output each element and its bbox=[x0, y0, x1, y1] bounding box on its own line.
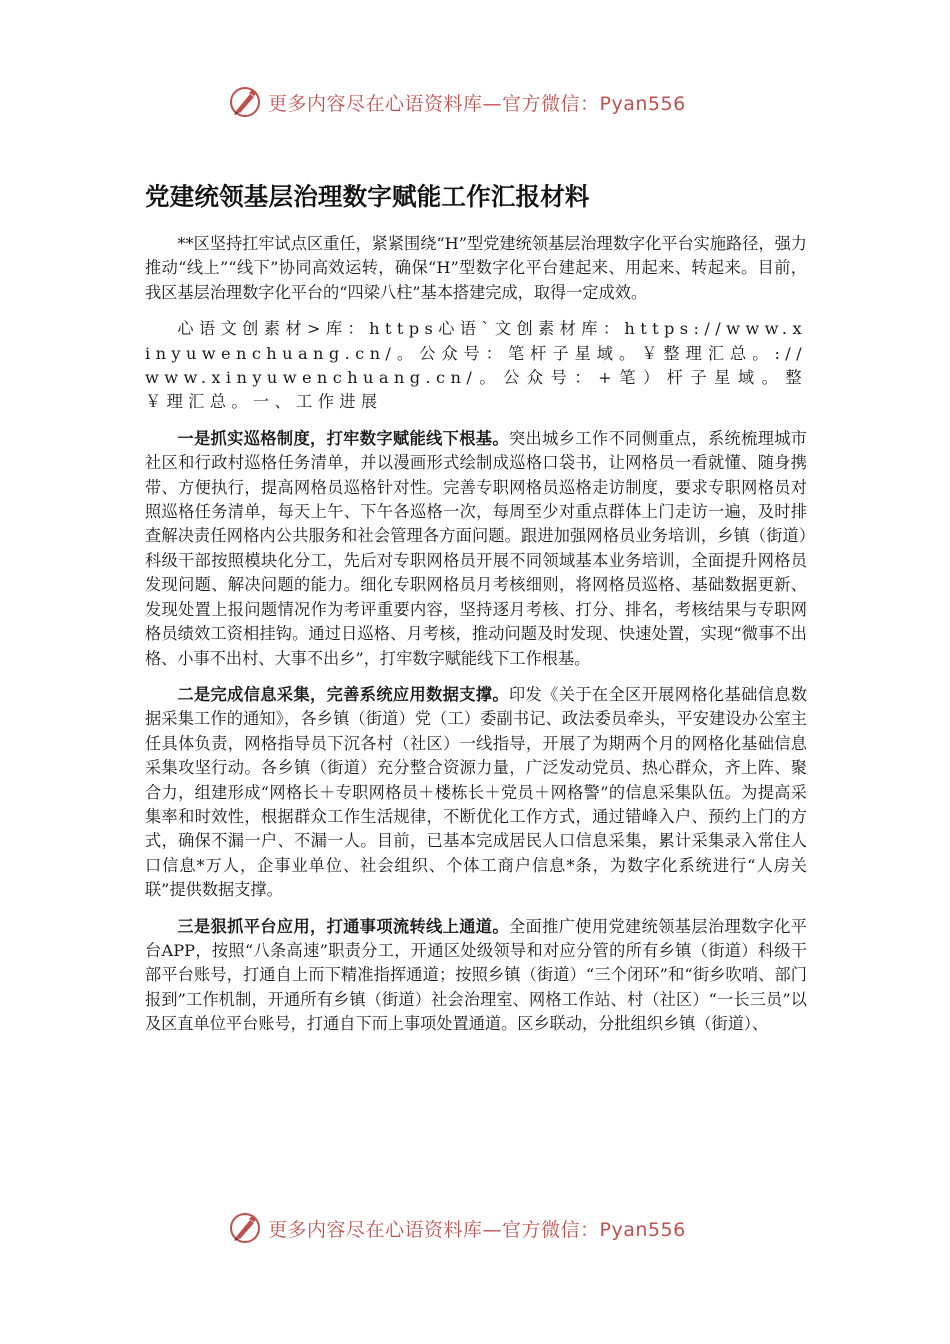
footer-brand bbox=[228, 1210, 748, 1246]
section-text-3: 全面推广使用党建统领基层治理数字化平台APP，按照“八条高速”职责分工，开通区处级领导和对应分管的所有乡镇（街道）科级干部平台账号，打通自上而下精准指挥通道；按照乡镇（街道）“三个闭环”和“街乡吹哨、部门报到”工作机制，开通所有乡镇（街道）社会治理室、网格工作站、村（社区）“一长三员”以及区直单位平台账号，打通自下而上事项处置通道。区乡联动，分批组织乡镇（街道）、 bbox=[145, 916, 807, 1034]
section-text-2: 印发《关于在全区开展网格化基础信息数据采集工作的通知》，各乡镇（街道）党（工）委副书记、政法委员牵头，平安建设办公室主任具体负责，网格指导员下沉各村（社区）一线指导，开展了为期两个月的网格化基础信息采集攻坚行动。各乡镇（街道）充分整合资源力量，广泛发动党员、热心群众，齐上阵、聚合力，组建形成“网格长＋专职网格员＋楼栋长＋党员＋网格警”的信息采集队伍。为提高采集率和时效性，根据群众工作生活规律，不断优化工作方式，通过错峰入户、预约上门的方式，确保不漏一户、不漏一人。目前，已基本完成居民人口信息采集，累计采集录入常住人口信息*万人，企事业单位、社会组织、个体工商户信息*条，为数字化系统进行“人房关联”提供数据支撑。 bbox=[145, 684, 807, 900]
brand-wechat: 官方微信：Pyan556 bbox=[502, 92, 686, 115]
section-text-1: 突出城乡工作不同侧重点，系统梳理城市社区和行政村巡格任务清单，并以漫画形式绘制成巡格口袋书，让网格员一看就懂、随身携带、方便执行，提高网格员巡格针对性。完善专职网格员巡格走访制度，要求专职网格员对照巡格任务清单，每天上午、下午各巡格一次，每周至少对重点群体上门走访一遍，及时排查解决责任网格内公共服务和社会管理各方面问题。跟进加强网格员业务培训，乡镇（街道）科级干部按照模块化分工，先后对专职网格员开展不同领域基本业务培训，全面提升网格员发现问题、解决问题的能力。细化专职网格员月考核细则，将网格员巡格、基础数据更新、发现处置上报问题情况作为考评重要内容，坚持逐月考核、打分、排名，考核结果与专职网格员绩效工资相挂钩。通过日巡格、月考核，推动问题及时发现、快速处置，实现“微事不出格、小事不出村、大事不出乡”，打牢数字赋能线下工作根基。 bbox=[145, 428, 807, 668]
brand-main: 更多内容尽在心语资料库 bbox=[268, 92, 483, 115]
section-lead-1: 一是抓实巡格制度，打牢数字赋能线下根基。 bbox=[177, 428, 509, 448]
section-lead-2: 二是完成信息采集，完善系统应用数据支撑。 bbox=[177, 684, 509, 704]
brand-wechat: 官方微信：Pyan556 bbox=[502, 1218, 686, 1241]
section-paragraph-1 bbox=[145, 427, 807, 671]
section-paragraph-3 bbox=[145, 915, 807, 1037]
watermark-paragraph: 心语文创素材>库：https心语`文创素材库：https://www.xinyuwenchuang.cn/。公众号：笔杆子星域。￥整理汇总。://www.xinyuwenchuang.cn/。公众号：+笔）杆子星域。整￥理汇总。一、工作进展 bbox=[145, 319, 807, 412]
brand-separator: — bbox=[482, 92, 503, 115]
pen-logo-icon bbox=[228, 85, 262, 119]
section-lead-3: 三是狠抓平台应用，打通事项流转线上通道。 bbox=[177, 916, 509, 936]
pen-logo-icon bbox=[228, 1211, 262, 1245]
intro-paragraph: **区坚持扛牢试点区重任，紧紧围绕“H”型党建统领基层治理数字化平台实施路径，强力推动“线上”“线下”协同高效运转，确保“H”型数字化平台建起来、用起来、转起来。目前，我区基层治理数字化平台的“四梁八柱”基本搭建完成，取得一定成效。 bbox=[145, 234, 807, 302]
brand-text bbox=[268, 1215, 686, 1242]
header-brand bbox=[228, 84, 748, 120]
brand-text bbox=[268, 89, 686, 116]
brand-separator: — bbox=[482, 1218, 503, 1241]
document-title: 党建统领基层治理数字赋能工作汇报材料 bbox=[145, 182, 590, 211]
document-body bbox=[145, 232, 807, 1049]
brand-main: 更多内容尽在心语资料库 bbox=[268, 1218, 483, 1241]
section-paragraph-2 bbox=[145, 683, 807, 903]
